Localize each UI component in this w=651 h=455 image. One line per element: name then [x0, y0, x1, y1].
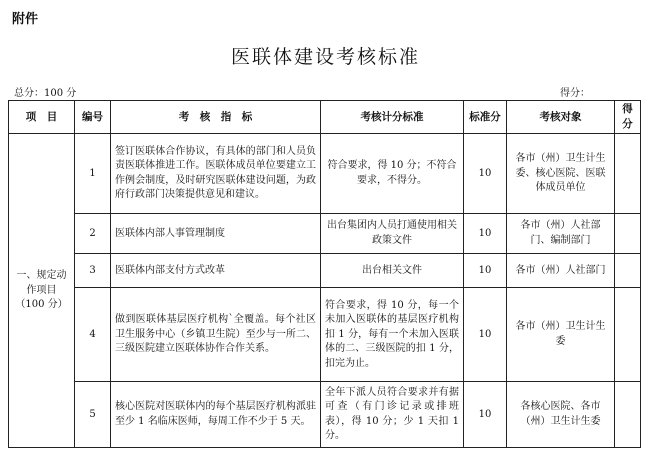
obtained-score-label: 得分：	[560, 88, 590, 99]
target-cell: 各市（州）卫生计生委	[507, 288, 615, 382]
criteria-cell: 全年下派人员符合要求并有据可查（有门诊记录或排班表），得 10 分；少 1 天扣 1 分。	[321, 382, 464, 448]
indicator-cell: 做到医联体基层医疗机构`全覆盖。每个社区卫生服务中心（乡镇卫生院）至少与一所二、三级医院建立医联体协作合作关系。	[111, 288, 321, 382]
col-header-criteria: 考核计分标准	[321, 101, 464, 134]
target-cell: 各市（州）卫生计生委、核心医院、医联体成员单位	[507, 134, 615, 214]
score-cell[interactable]	[615, 254, 641, 288]
table-row	[9, 214, 641, 254]
col-header-item: 项 目	[9, 101, 75, 134]
table-header-row	[9, 101, 641, 134]
col-header-score: 得分	[615, 101, 641, 134]
score-cell[interactable]	[615, 134, 641, 214]
target-cell: 各核心医院、各市（州）卫生计生委	[507, 382, 615, 448]
assessment-table	[8, 100, 641, 448]
standard-score-cell: 10	[464, 288, 507, 382]
table-row	[9, 254, 641, 288]
standard-score-cell: 10	[464, 254, 507, 288]
total-score-label: 总分：100 分	[14, 88, 77, 99]
col-header-target: 考核对象	[507, 101, 615, 134]
indicator-cell: 医联体内部支付方式改革	[111, 254, 321, 288]
row-number: 4	[75, 288, 111, 382]
score-cell[interactable]	[615, 382, 641, 448]
target-cell: 各市（州）人社部门	[507, 254, 615, 288]
score-cell[interactable]	[615, 288, 641, 382]
criteria-cell: 出台相关文件	[321, 254, 464, 288]
table-row	[9, 134, 641, 214]
document-title: 医联体建设考核标准	[230, 46, 420, 68]
indicator-cell: 核心医院对医联体内的每个基层医疗机构派驻至少 1 名临床医师，每周工作不少于 5 天。	[111, 382, 321, 448]
table-row	[9, 288, 641, 382]
score-cell[interactable]	[615, 214, 641, 254]
col-header-number: 编号	[75, 101, 111, 134]
standard-score-cell: 10	[464, 214, 507, 254]
row-number: 1	[75, 134, 111, 214]
category-cell: 一、规定动作项目（100 分）	[9, 134, 75, 448]
col-header-standard-score: 标准分	[464, 101, 507, 134]
indicator-cell: 医联体内部人事管理制度	[111, 214, 321, 254]
table-row	[9, 382, 641, 448]
col-header-indicator: 考 核 指 标	[111, 101, 321, 134]
row-number: 2	[75, 214, 111, 254]
row-number: 5	[75, 382, 111, 448]
standard-score-cell: 10	[464, 382, 507, 448]
attachment-label: 附件	[12, 12, 39, 27]
standard-score-cell: 10	[464, 134, 507, 214]
criteria-cell: 出台集团内人员打通使用相关政策文件	[321, 214, 464, 254]
row-number: 3	[75, 254, 111, 288]
criteria-cell: 符合要求，得 10 分；不符合要求，不得分。	[321, 134, 464, 214]
indicator-cell: 签订医联体合作协议，有具体的部门和人员负责医联体推进工作。医联体成员单位要建立工作例会制度，及时研究医联体建设问题，为政府行政部门决策提供意见和建议。	[111, 134, 321, 214]
criteria-cell: 符合要求，得 10 分，每一个未加入医联体的基层医疗机构扣 1 分，每有一个未加入医联体的二、三级医院的扣 1 分，扣完为止。	[321, 288, 464, 382]
target-cell: 各市（州）人社部门、编制部门	[507, 214, 615, 254]
